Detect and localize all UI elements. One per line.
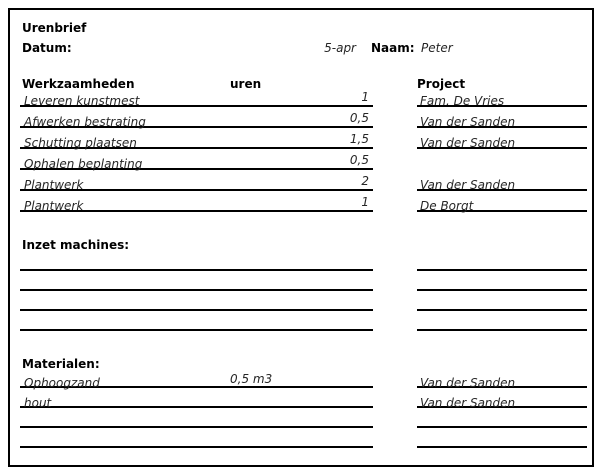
machine-project-cell[interactable] <box>417 251 587 271</box>
material-project-cell[interactable] <box>417 428 587 448</box>
work-project-cell[interactable] <box>417 107 587 128</box>
work-row <box>0 149 602 170</box>
material-row <box>0 388 602 408</box>
activity-value: Schutting plaatsen <box>24 136 137 150</box>
date-label: Datum: <box>22 41 72 55</box>
hours-value: 1 <box>361 90 369 104</box>
material-project-cell[interactable] <box>417 368 587 388</box>
machine-cell[interactable] <box>20 311 373 331</box>
column-header-uren: uren <box>230 77 262 91</box>
material-cell[interactable] <box>20 388 373 408</box>
activity-value: Afwerken bestrating <box>24 115 146 129</box>
material-cell[interactable] <box>20 428 373 448</box>
machine-row <box>0 251 602 271</box>
project-value: Van der Sanden <box>420 115 516 129</box>
work-row <box>0 128 602 149</box>
work-row <box>0 86 602 107</box>
work-activity-cell[interactable] <box>20 149 373 170</box>
date-field[interactable]: 5-apr <box>324 41 356 55</box>
material-value: Ophoogzand <box>24 376 100 390</box>
work-project-cell[interactable] <box>417 149 587 170</box>
column-header-werkzaamheden: Werkzaamheden <box>22 77 135 91</box>
material-project-cell[interactable] <box>417 408 587 428</box>
materials-section-label: Materialen: <box>22 357 100 371</box>
work-activity-cell[interactable] <box>20 107 373 128</box>
hours-value: 2 <box>361 174 369 188</box>
activity-value: Leveren kunstmest <box>24 94 140 108</box>
machine-row <box>0 271 602 291</box>
activity-value: Plantwerk <box>24 178 84 192</box>
material-row <box>0 428 602 448</box>
material-cell[interactable] <box>20 368 373 388</box>
material-row <box>0 368 602 388</box>
machine-row <box>0 291 602 311</box>
work-activity-cell[interactable] <box>20 170 373 191</box>
work-activity-cell[interactable] <box>20 128 373 149</box>
work-project-cell[interactable] <box>417 86 587 107</box>
machines-section-label: Inzet machines: <box>22 238 130 252</box>
material-value: hout <box>24 396 52 410</box>
machine-project-cell[interactable] <box>417 291 587 311</box>
project-value: Van der Sanden <box>420 178 516 192</box>
activity-value: Plantwerk <box>24 199 84 213</box>
work-project-cell[interactable] <box>417 128 587 149</box>
machine-project-cell[interactable] <box>417 271 587 291</box>
material-cell[interactable] <box>20 408 373 428</box>
material-project-cell[interactable] <box>417 388 587 408</box>
name-label: Naam: <box>371 41 415 55</box>
work-activity-cell[interactable] <box>20 191 373 212</box>
hours-value: 1,5 <box>349 132 369 146</box>
machine-cell[interactable] <box>20 291 373 311</box>
machine-cell[interactable] <box>20 271 373 291</box>
project-value: Van der Sanden <box>420 376 516 390</box>
work-project-cell[interactable] <box>417 191 587 212</box>
work-activity-cell[interactable] <box>20 86 373 107</box>
project-value: Van der Sanden <box>420 396 516 410</box>
name-field[interactable]: Peter <box>421 41 453 55</box>
project-value: Van der Sanden <box>420 136 516 150</box>
form-title: Urenbrief <box>22 21 87 35</box>
work-row <box>0 170 602 191</box>
quantity-value: 0,5 m3 <box>230 372 273 386</box>
machine-project-cell[interactable] <box>417 311 587 331</box>
activity-value: Ophalen beplanting <box>24 157 143 171</box>
machine-row <box>0 311 602 331</box>
machine-cell[interactable] <box>20 251 373 271</box>
project-value: Fam. De Vries <box>420 94 505 108</box>
work-project-cell[interactable] <box>417 170 587 191</box>
column-header-project: Project <box>417 77 466 91</box>
hours-value: 1 <box>361 195 369 209</box>
work-row <box>0 191 602 212</box>
project-value: De Borgt <box>420 199 474 213</box>
hours-value: 0,5 <box>349 111 369 125</box>
material-row <box>0 408 602 428</box>
work-row <box>0 107 602 128</box>
hours-value: 0,5 <box>349 153 369 167</box>
